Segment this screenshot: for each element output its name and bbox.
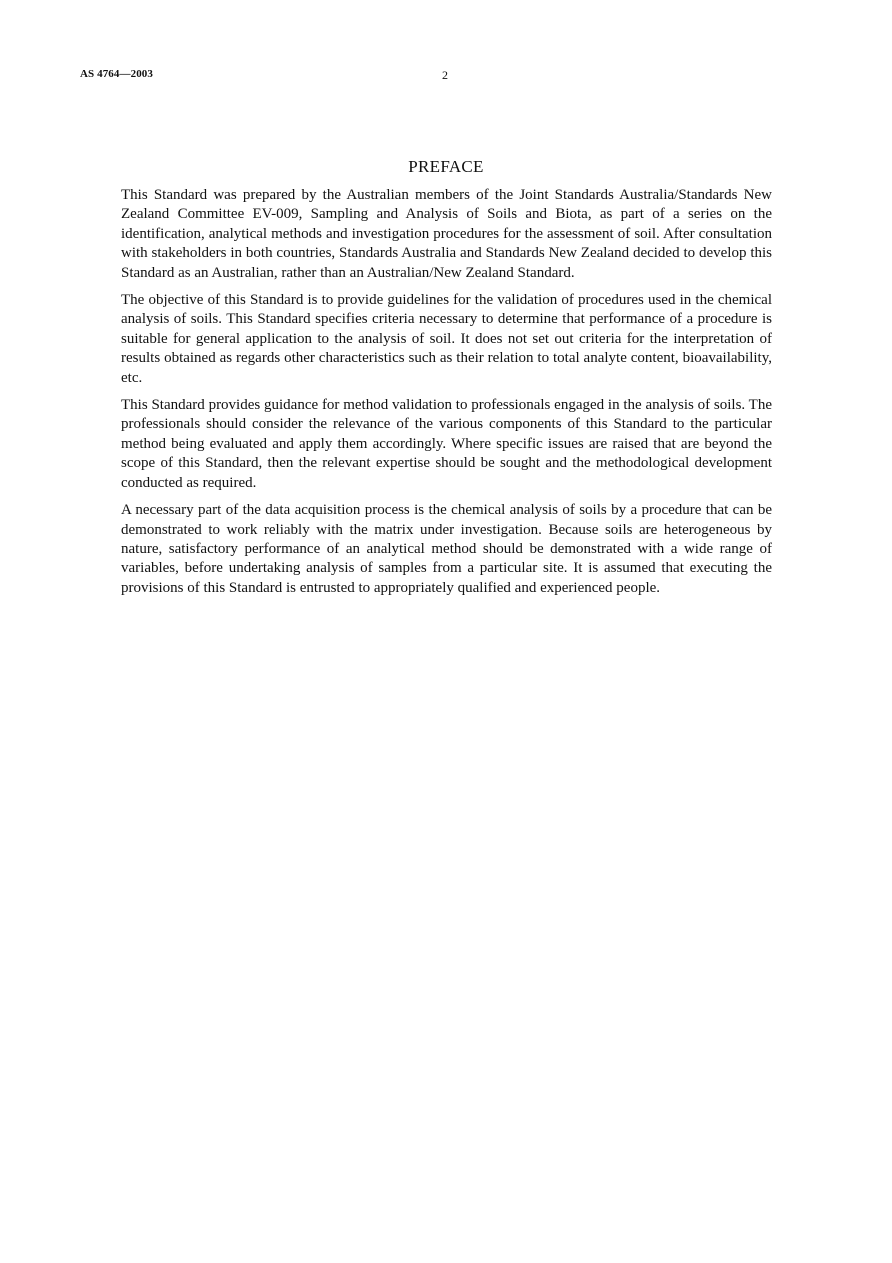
preface-paragraph: This Standard was prepared by the Australian members of the Joint Standards Australia/Standards New Zealand Committee EV-009, Sampling and Analysis of Soils and Biota, as part of a series on the identification, analytical methods and investigation procedures for the assessment of soil. After consultation with stakeholders in both countries, Standards Australia and Standards New Zealand decided to develop this Standard as an Australian, rather than an Australian/New Zealand Standard. xyxy=(121,187,772,281)
preface-paragraph: A necessary part of the data acquisition process is the chemical analysis of soils by a procedure that can be demonstrated to work reliably with the matrix under investigation. Because soils are heterogeneous by nature, satisfactory performance of an analytical method should be demonstrated with a wide range of variables, before undertaking analysis of samples from a particular site. It is assumed that executing the provisions of this Standard is entrusted to appropriately qualified and experienced people. xyxy=(121,502,772,596)
preface-paragraph: This Standard provides guidance for method validation to professionals engaged in the analysis of soils. The professionals should consider the relevance of the various components of this Standard to the particular method being evaluated and apply them accordingly. Where specific issues are raised that are beyond the scope of this Standard, then the relevant expertise should be sought and the methodological development conducted as required. xyxy=(121,397,772,491)
section-title: PREFACE xyxy=(408,157,484,176)
running-head-document-id: AS 4764—2003 xyxy=(80,68,154,80)
preface-paragraph: The objective of this Standard is to provide guidelines for the validation of procedures used in the chemical analysis of soils. This Standard specifies criteria necessary to determine that performance of a procedure is suitable for general application to the analysis of soil. It does not set out criteria for the interpretation of results obtained as regards other characteristics such as their relation to total analyte content, bioavailability, etc. xyxy=(121,292,772,386)
preface-body xyxy=(121,186,772,606)
page-number: 2 xyxy=(442,68,448,82)
